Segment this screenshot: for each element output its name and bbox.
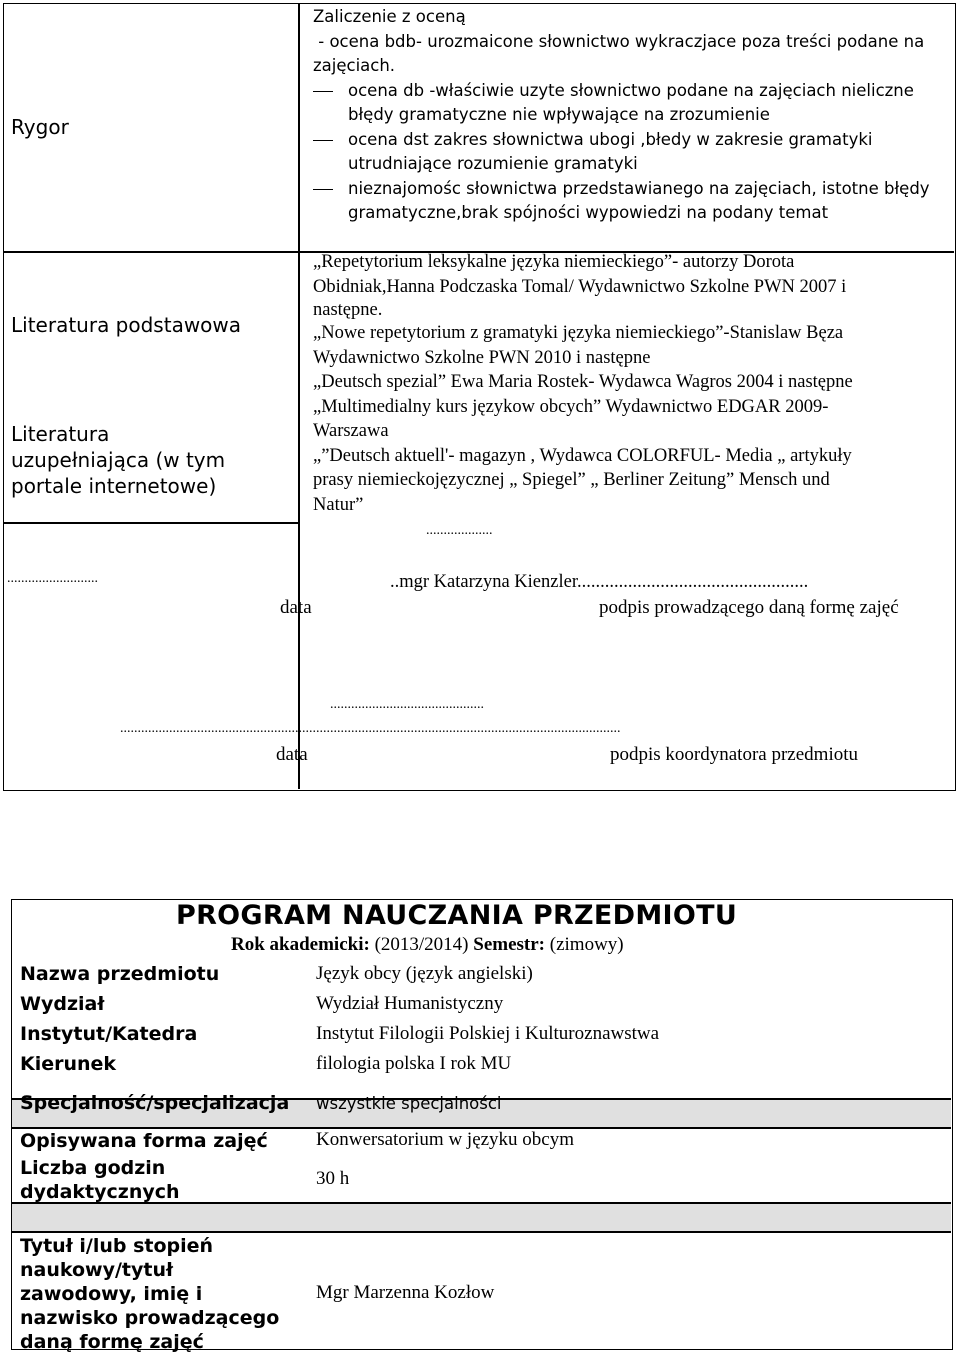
rok-label: Rok akademicki: <box>231 934 370 955</box>
specjalnosc-value: wszystkie specjalności <box>316 1094 502 1113</box>
literatura-line: „Nowe repetytorium z gramatyki języka niemieckiego”-Stanislaw Bęza <box>313 323 844 343</box>
literatura-podstawowa-label: Literatura podstawowa <box>11 313 242 337</box>
literatura-line: „Repetytorium leksykalne języka niemieckiego”- autorzy Dorota <box>313 252 795 272</box>
forma-value: Konwersatorium w języku obcym <box>316 1129 575 1150</box>
kierunek-label: Kierunek <box>20 1053 117 1075</box>
literatura-line: „”Deutsch aktuell'- magazyn , Wydawca COLORFUL- Media „ artykuły <box>313 445 852 466</box>
label-line: naukowy/tytuł <box>20 1259 174 1281</box>
coordinator-dots: ............................................ <box>330 697 484 712</box>
label-line: Tytuł i/lub stopień <box>20 1235 214 1257</box>
literatura-dots: ................... <box>426 523 493 538</box>
label-line: portale internetowe) <box>11 474 217 498</box>
label-line: Liczba godzin <box>20 1157 166 1179</box>
prowadzacy-value: Mgr Marzenna Kozłow <box>316 1282 495 1303</box>
semestr-value: (zimowy) <box>545 934 624 955</box>
date-dots: ............................................................................................................................................... <box>120 721 621 736</box>
date-label: data <box>276 744 308 765</box>
label-line: Literatura <box>11 422 110 446</box>
semestr-label: Semestr: <box>473 934 546 955</box>
row-divider <box>12 1231 951 1233</box>
literatura-line: następne. <box>313 300 383 320</box>
literatura-line: Obidniak,Hanna Podczaska Tomal/ Wydawnictwo Szkolne PWN 2007 i <box>313 276 847 297</box>
literatura-uzupelniajaca-label <box>11 421 225 499</box>
row-divider <box>4 522 299 524</box>
coordinator-signature-label: podpis koordynatora przedmiotu <box>610 744 859 765</box>
kierunek-value: filologia polska I rok MU <box>316 1053 512 1074</box>
rygor-line: zajęciach. <box>313 56 396 75</box>
literatura-line: prasy niemieckojęzycznej „ Spiegel” „ Berliner Zeitung” Mensch und <box>313 470 830 490</box>
nazwa-value: Język obcy (język angielski) <box>316 963 533 984</box>
label-line: uzupełniająca (w tym <box>11 448 226 472</box>
dash-bullet <box>313 91 333 92</box>
label-line: daną formę zajęć <box>20 1331 204 1353</box>
grey-row <box>12 1202 951 1232</box>
rygor-line: błędy gramatyczne nie wpływające na zrozumienie <box>348 105 770 124</box>
godziny-value: 30 h <box>316 1168 350 1189</box>
instructor-signature-label: podpis prowadzącego daną formę zajęć <box>599 597 899 618</box>
instytut-value: Instytut Filologii Polskiej i Kulturoznawstwa <box>316 1023 660 1044</box>
rygor-line: - ocena bdb- urozmaicone słownictwo wykraczjace poza treści podane na <box>313 32 925 51</box>
column-divider <box>298 4 300 789</box>
instructor-signature-line: ..mgr Katarzyna Kienzler.................................................. <box>390 572 809 592</box>
rygor-line: gramatyczne,brak spójności wypowiedzi na podany temat <box>348 203 829 222</box>
literatura-list <box>313 250 853 517</box>
dash-bullet <box>313 140 333 141</box>
literatura-line: Natur” <box>313 494 364 515</box>
wydzial-value: Wydział Humanistyczny <box>316 993 504 1014</box>
forma-label: Opisywana forma zajęć <box>20 1130 268 1152</box>
literatura-line: Warszawa <box>313 421 389 441</box>
label-line: nazwisko prowadzącego <box>20 1307 280 1329</box>
instytut-label: Instytut/Katedra <box>20 1023 198 1045</box>
literatura-line: Wydawnictwo Szkolne PWN 2010 i następne <box>313 347 651 368</box>
rygor-label: Rygor <box>11 115 69 139</box>
rygor-line: ocena dst zakres słownictwa ubogi ,błedy w zakresie gramatyki <box>348 130 873 149</box>
wydzial-label: Wydział <box>20 993 105 1015</box>
rygor-line: ocena db -właściwie uzyte słownictwo podane na zajęciach nieliczne <box>348 81 914 100</box>
label-line: dydaktycznych <box>20 1181 180 1203</box>
prowadzacy-label <box>20 1234 279 1354</box>
program-title: PROGRAM NAUCZANIA PRZEDMIOTU <box>176 900 738 931</box>
literatura-line: „Multimedialny kurs językow obcych” Wydawnictwo EDGAR 2009- <box>313 396 829 417</box>
godziny-label <box>20 1156 180 1204</box>
specjalnosc-label: Specjalność/specjalizacja <box>20 1092 290 1114</box>
date-label: data <box>280 597 312 618</box>
dash-bullet <box>313 189 333 190</box>
literatura-line: „Deutsch spezial” Ewa Maria Rostek- Wydawca Wagros 2004 i następne <box>313 372 853 392</box>
rok-value: (2013/2014) <box>369 934 474 955</box>
rygor-line: utrudniające rozumienie gramatyki <box>348 154 638 173</box>
rygor-line: Zaliczenie z oceną <box>313 7 466 26</box>
academic-year-line <box>231 934 624 956</box>
rygor-line: nieznajomośc słownictwa przedstawianego na zajęciach, istotne błędy <box>348 179 930 198</box>
date-dots: .......................... <box>7 571 98 586</box>
nazwa-label: Nazwa przedmiotu <box>20 963 220 985</box>
label-line: zawodowy, imię i <box>20 1283 203 1305</box>
